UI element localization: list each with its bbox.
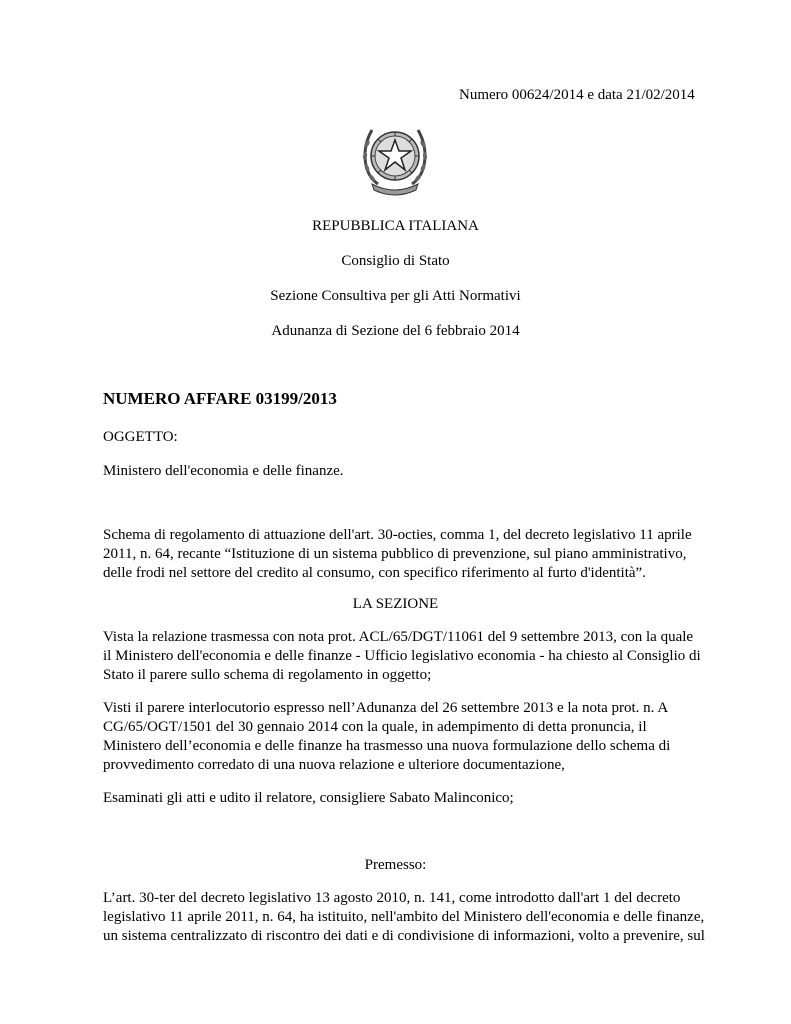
session-date: Adunanza di Sezione del 6 febbraio 2014 <box>271 323 520 339</box>
republic-title: REPUBBLICA ITALIANA <box>312 218 479 234</box>
visti-line: provvedimento corredato di una nuova relazione e ulteriore documentazione, <box>103 757 565 773</box>
visti-line: CG/65/OGT/1501 del 30 gennaio 2014 con la quale, in adempimento di detta pronuncia, il <box>103 719 647 735</box>
visti-line: Ministero dell’economia e delle finanze ha trasmesso una nuova formulazione dello schema di <box>103 738 671 754</box>
esaminati-line: Esaminati gli atti e udito il relatore, consigliere Sabato Malinconico; <box>103 790 514 806</box>
vista-line: Stato il parere sullo schema di regolamento in oggetto; <box>103 667 432 683</box>
la-sezione-heading: LA SEZIONE <box>352 596 439 612</box>
council-name: Consiglio di Stato <box>341 253 450 269</box>
art-line: legislativo 11 aprile 2011, n. 64, ha istituito, nell'ambito del Ministero dell'economia e delle finanze, <box>103 909 705 925</box>
schema-line: delle frodi nel settore del credito al consumo, con specifico riferimento al furto d'identità”. <box>103 565 646 581</box>
vista-line: il Ministero dell'economia e delle finanze - Ufficio legislativo economia - ha chiesto al Consiglio di <box>103 648 701 664</box>
ministry-name: Ministero dell'economia e delle finanze. <box>103 463 344 479</box>
section-name: Sezione Consultiva per gli Atti Normativi <box>270 288 521 304</box>
italian-republic-emblem-icon <box>358 114 432 198</box>
premesso-heading: Premesso: <box>364 857 427 873</box>
visti-line: Visti il parere interlocutorio espresso nell’Adunanza del 26 settembre 2013 e la nota prot. n. A <box>103 700 669 716</box>
oggetto-label: OGGETTO: <box>103 429 178 445</box>
schema-line: 2011, n. 64, recante “Istituzione di un sistema pubblico di prevenzione, sul piano amministrativo, <box>103 546 687 562</box>
vista-line: Vista la relazione trasmessa con nota prot. ACL/65/DGT/11061 del 9 settembre 2013, con la quale <box>103 629 694 645</box>
schema-line: Schema di regolamento di attuazione dell'art. 30-octies, comma 1, del decreto legislativo 11 aprile <box>103 527 692 543</box>
art-line: un sistema centralizzato di riscontro dei dati e di condivisione di informazioni, volto a prevenire, sul <box>103 928 705 944</box>
protocol-number: Numero 00624/2014 e data 21/02/2014 <box>459 87 695 103</box>
art-line: L’art. 30-ter del decreto legislativo 13 agosto 2010, n. 141, come introdotto dall'art 1 del decreto <box>103 890 681 906</box>
affare-number: NUMERO AFFARE 03199/2013 <box>103 389 337 408</box>
